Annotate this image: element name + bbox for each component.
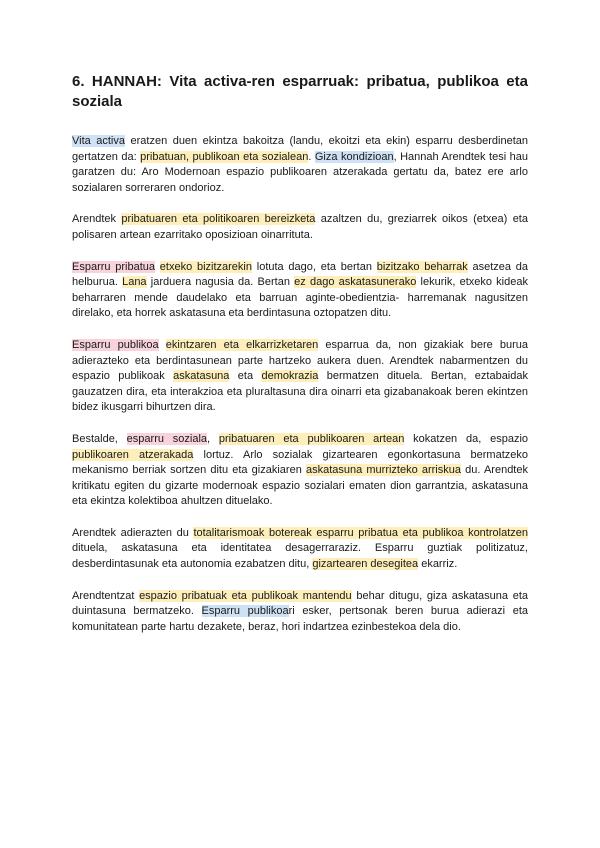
highlighted-text: Esparru publikoa — [201, 605, 289, 618]
document-page — [72, 72, 528, 651]
highlighted-text: Vita activa — [72, 135, 125, 147]
text-run — [159, 339, 166, 351]
body-paragraph — [72, 526, 528, 573]
highlighted-text: Lana — [122, 276, 147, 289]
text-run: eta — [229, 370, 262, 383]
highlighted-text: pribatuan, publikoan eta sozialean — [140, 150, 309, 163]
highlighted-text: totalitarismoak botereak esparru pribatua eta publikoa kontrolatzen — [193, 526, 528, 539]
text-run: Arendtentzat — [72, 589, 140, 602]
highlighted-text: Esparru pribatua — [72, 260, 156, 273]
body-paragraph — [72, 589, 528, 636]
body-paragraph — [72, 432, 528, 510]
highlighted-text: askatasuna murrizteko arriskua — [305, 464, 461, 477]
text-run: . — [308, 150, 315, 163]
body-paragraph — [72, 260, 528, 322]
text-run: Arendtek adierazten du — [72, 526, 194, 539]
highlighted-text: demokrazia — [261, 370, 319, 383]
text-run: , — [207, 432, 219, 445]
text-run: dituela, askatasuna eta identitatea desagerraraziz. Esparru guztiak politizatuz, desberdintasunak eta autonomia ezabatzen ditu, — [72, 542, 528, 571]
document-title: 6. HANNAH: Vita activa-ren esparruak: pribatua, publikoa eta soziala — [72, 73, 528, 110]
body-paragraph — [72, 134, 528, 196]
highlighted-text: gizartearen desegitea — [312, 558, 419, 571]
text-run: lekurik, etxeko kideak beharraren mende daudelako eta barruan aginte-obedientzia- harremanak nagusitzen direlako, eta horrek askatasuna eta berdintasuna oztopatzen ditu. — [72, 276, 528, 320]
highlighted-text: etxeko bizitzarekin — [159, 260, 252, 273]
text-run: lotuta dago, eta bertan — [252, 260, 377, 273]
highlighted-text: ekintzaren eta elkarrizketaren — [165, 338, 319, 351]
text-run: lortuz. Arlo sozialak gizartearen egonkortasuna bermatzeko mekanismo berriak sortzen ditu eta gizakiaren — [72, 448, 528, 477]
highlighted-text: bizitzako beharrak — [376, 260, 468, 273]
text-run: kokatzen da, espazio — [404, 432, 529, 445]
document-body — [72, 134, 528, 635]
highlighted-text: espazio pribatuak eta publikoak mantendu — [139, 589, 352, 602]
body-paragraph — [72, 212, 528, 243]
body-paragraph — [72, 338, 528, 416]
text-run: asetzea da helburua. — [72, 260, 529, 289]
text-run: behar ditugu, giza askatasuna eta duintasuna bermatzeko. — [72, 589, 528, 618]
text-run: bermatzen dituela. Bertan, eztabaidak gauzatzen dira, eta interakzioa eta pluraltasuna dira oinarri eta gizabanakoak beren ekintzen bidez ikusgarri bihurtzen dira. — [72, 370, 528, 414]
text-run: ekarriz. — [418, 558, 458, 571]
text-run: Arendtek — [72, 213, 122, 226]
text-run: du. Arendtek kritikatu egiten du gizarte modernoak espazio sozialari ematen dion garrantzia, askatasuna eta ekintza kolektiboa ahultzen dituelako. — [72, 464, 528, 508]
highlighted-text: publikoaren atzerakada — [72, 448, 194, 461]
text-run: , Hannah Arendtek tesi hau garatzen du: Aro Modernoan espazio publikoaren atzerakada gertatu da, batez ere arlo sozialaren sorreraren ondorioz. — [72, 150, 528, 194]
text-run: Bestalde, — [72, 432, 127, 445]
text-run: azaltzen du, greziarrek oikos (etxea) eta polisaren artean ezarritako oposizioan oinarrituta. — [72, 213, 528, 241]
highlighted-text: askatasuna — [173, 370, 230, 383]
highlighted-text: pribatuaren eta publikoaren artean — [218, 432, 405, 445]
highlighted-text: esparru soziala — [126, 432, 208, 445]
highlighted-text: Giza kondizioan — [314, 150, 394, 163]
text-run: ri esker, pertsonak beren burua adierazi eta komunitatean parte hartu dezakete, beraz, hori indartzea ezinbestekoa dela dio. — [72, 605, 528, 633]
text-run: esparrua da, non gizakiak bere burua adierazteko eta berdintasunean parte hartzeko aukera duen. Arendtek nabarmentzen du espazio publikoak — [72, 338, 528, 383]
highlighted-text: pribatuaren eta politikoaren bereizketa — [121, 213, 316, 226]
text-run: jarduera nagusia da. Bertan — [146, 276, 295, 289]
highlighted-text: ez dago askatasunerako — [294, 276, 417, 289]
highlighted-text: Esparru publikoa — [72, 338, 159, 351]
text-run: eratzen duen ekintza bakoitza (landu, ekoitzi eta ekin) esparru desberdinetan gertatzen da: — [72, 135, 528, 163]
